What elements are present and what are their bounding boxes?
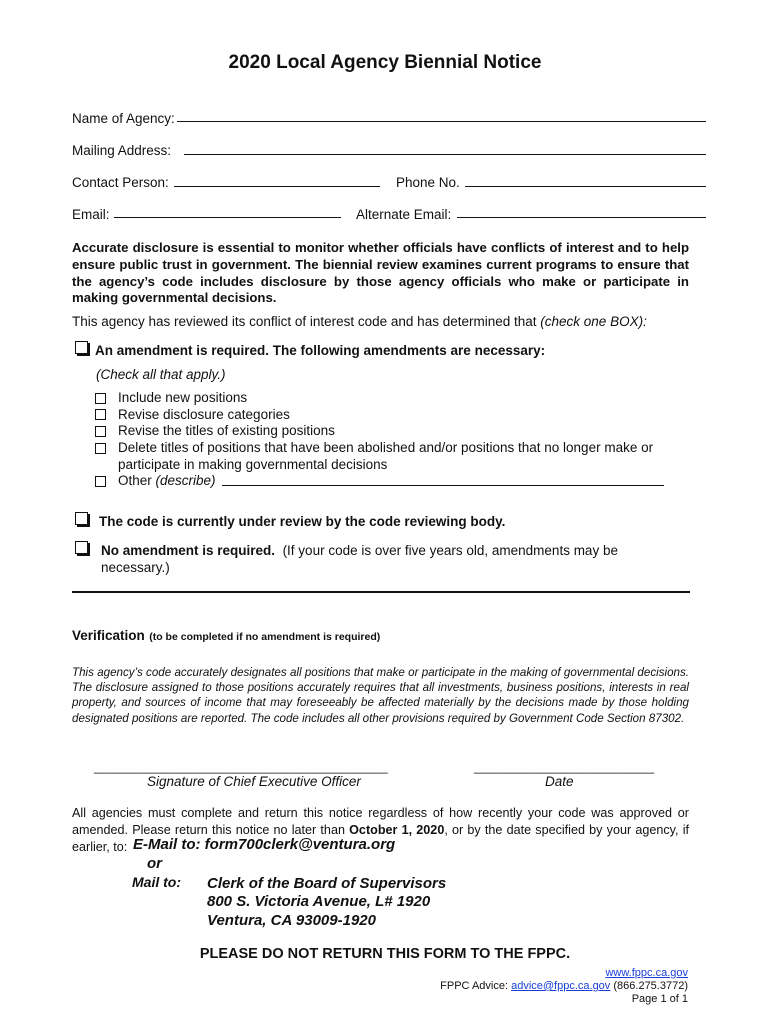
date-line[interactable]: ___________________________ <box>474 760 655 774</box>
reviewed-statement <box>72 314 647 329</box>
mailing-field[interactable] <box>184 154 706 155</box>
no-amendment-label <box>101 542 661 576</box>
verification-heading <box>72 627 380 645</box>
email-label: Email: <box>72 207 110 222</box>
option-other-checkbox[interactable] <box>95 476 106 487</box>
option-titles-checkbox[interactable] <box>95 426 106 437</box>
email-contact <box>133 836 395 853</box>
phone-label: Phone No. <box>396 175 460 190</box>
alt-email-label: Alternate Email: <box>356 207 452 222</box>
no-amendment-checkbox[interactable] <box>75 541 88 554</box>
contact-label: Contact Person: <box>72 175 169 190</box>
footer-website-link[interactable]: www.fppc.ca.gov <box>605 967 688 979</box>
signature-label: Signature of Chief Executive Officer <box>147 774 361 789</box>
agency-field[interactable] <box>177 121 706 122</box>
return-text-1: All agencies must complete and return this notice regardless of how recently your code was approved or amended. Please return this notice no later than <box>72 806 689 837</box>
other-hint: (describe) <box>155 473 216 488</box>
or-text: or <box>147 855 162 872</box>
other-describe-field[interactable] <box>222 485 664 486</box>
no-amendment-note: (If your code is over five years old, amendments may be necessary.) <box>101 543 618 575</box>
mail-prefix: Mail to: <box>132 874 181 890</box>
verification-note: (to be completed if no amendment is required) <box>149 631 381 643</box>
footer-advice-email-link[interactable]: advice@fppc.ca.gov <box>511 980 611 992</box>
contact-field[interactable] <box>174 186 380 187</box>
phone-field[interactable] <box>465 186 706 187</box>
footer-advice <box>440 980 688 992</box>
check-all-hint: (Check all that apply.) <box>96 367 226 382</box>
option-delete-label: Delete titles of positions that have been abolished and/or positions that no longer make or participate in making governmental decisions <box>118 440 654 472</box>
verification-text: This agency’s code accurately designates all positions that make or participate in the making of governmental decisions. The disclosure assigned to those positions accurately requires that all investments, business positions, interests in real property, and sources of income that may foreseeably be affected materially by the decisions made by those holding designated positions are reported. The code includes all other provisions required by Government Code Section 87302. <box>72 666 689 725</box>
reviewed-text: This agency has reviewed its conflict of interest code and has determined that <box>72 314 537 329</box>
option-new-positions-label: Include new positions <box>118 390 248 405</box>
signature-line[interactable]: ____________________________________________ <box>94 760 388 774</box>
footer-advice-label: FPPC Advice: <box>440 980 509 992</box>
reviewed-hint: (check one BOX): <box>540 314 647 329</box>
mail-line-2: 800 S. Victoria Avenue, L# 1920 <box>207 893 431 910</box>
section-divider <box>72 591 690 593</box>
option-disclosure-label: Revise disclosure categories <box>118 407 290 422</box>
option-titles-label: Revise the titles of existing positions <box>118 423 335 438</box>
other-label: Other <box>118 473 152 488</box>
do-not-return-notice: PLEASE DO NOT RETURN THIS FORM TO THE FPPC. <box>199 946 571 962</box>
mail-line-3: Ventura, CA 93009-1920 <box>207 912 376 929</box>
under-review-checkbox[interactable] <box>75 512 88 525</box>
amendment-required-checkbox[interactable] <box>75 341 88 354</box>
email-field[interactable] <box>114 217 341 218</box>
mailing-label: Mailing Address: <box>72 143 172 158</box>
footer-advice-phone: (866.275.3772) <box>613 980 688 992</box>
option-delete-checkbox[interactable] <box>95 443 106 454</box>
option-other-label <box>118 473 216 490</box>
date-label: Date <box>545 774 574 789</box>
mail-line-1: Clerk of the Board of Supervisors <box>207 875 447 892</box>
intro-paragraph: Accurate disclosure is essential to monitor whether officials have conflicts of interest and to help ensure public trust in government. The biennial review examines current programs to ensure that the agency’s code includes disclosure by those agency officials who make or participate in making governmental decisions. <box>72 240 689 306</box>
under-review-label: The code is currently under review by the code reviewing body. <box>99 514 506 529</box>
email-prefix: E-Mail to: <box>133 836 201 853</box>
return-text-2: , or by the date specified by your agency, if earlier, to: <box>72 823 689 854</box>
option-disclosure-checkbox[interactable] <box>95 409 106 420</box>
no-amendment-bold: No amendment is required. <box>101 543 276 558</box>
page-title: 2020 Local Agency Biennial Notice <box>228 52 542 73</box>
return-deadline: October 1, 2020 <box>349 823 445 837</box>
alt-email-field[interactable] <box>457 217 706 218</box>
amendment-required-label: An amendment is required. The following amendments are necessary: <box>95 343 546 358</box>
agency-label: Name of Agency: <box>72 111 175 126</box>
email-address[interactable]: form700clerk@ventura.org <box>204 836 396 853</box>
verification-title: Verification <box>72 628 145 643</box>
option-new-positions-checkbox[interactable] <box>95 393 106 404</box>
footer-page-number: Page 1 of 1 <box>631 993 688 1005</box>
